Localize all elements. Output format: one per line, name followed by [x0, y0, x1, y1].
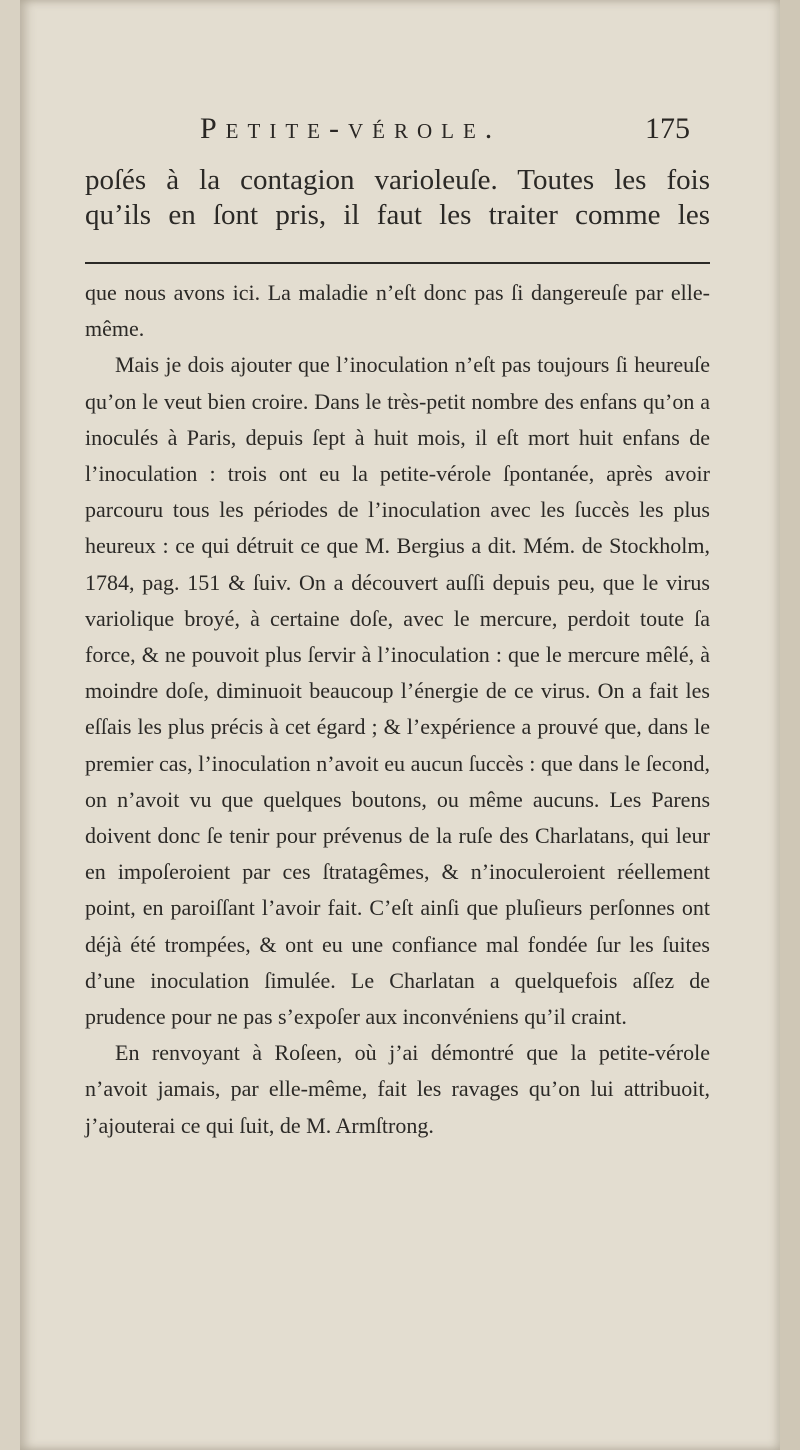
main-text: [85, 275, 710, 1144]
separator-rule: [85, 262, 710, 264]
paragraph-1: que nous avons ici. La maladie n’eſt donc pas ſi dangereuſe par elle-même.: [85, 280, 710, 342]
paragraph-3: En renvoyant à Roſeen, où j’ai démontré que la petite-vérole n’avoit jamais, par elle-même, fait les ravages qu’on lui attribuoit, j’ajouterai ce qui ſuit, de M. Armſtrong.: [85, 1040, 710, 1138]
page-edge: [780, 0, 800, 1450]
paragraph-2: Mais je dois ajouter que l’inoculation n’eſt pas toujours ſi heureuſe qu’on le veut bien croire. Dans le très-petit nombre des enfans qu’on a inoculés à Paris, depuis ſept à huit mois, il eſt mort huit enfans de l’inoculation : trois ont eu la petite-vérole ſpontanée, après avoir parcouru tous les périodes de l’inoculation avec les ſuccès les plus heureux : ce qui détruit ce que M. Bergius a dit. Mém. de Stockholm, 1784, pag. 151 & ſuiv. On a découvert auſſi depuis peu, que le virus variolique broyé, à certaine doſe, avec le mercure, perdoit toute ſa force, & ne pouvoit plus ſervir à l’inoculation : que le mercure mêlé, à moindre doſe, diminuoit beaucoup l’énergie de ce virus. On a fait les eſſais les plus précis à cet égard ; & l’expérience a prouvé que, dans le premier cas, l’inoculation n’avoit eu aucun ſuccès : que dans le ſecond, on n’avoit vu que quelques boutons, ou même aucuns. Les Parens doivent donc ſe tenir pour prévenus de la ruſe des Charlatans, qui leur en impoſeroient par ces ſtratagêmes, & n’inoculeroient réellement point, en paroiſſant l’avoir fait. C’eſt ainſi que pluſieurs perſonnes ont déjà été trompées, & ont eu une confiance mal fondée ſur les ſuites d’une inoculation ſimulée. Le Charlatan a quelquefois aſſez de prudence pour ne pas s’expoſer aux inconvéniens qu’il craint.: [85, 352, 710, 1030]
page-header: [200, 112, 690, 152]
footnote-continuation-top: [85, 163, 710, 233]
text-line: poſés à la contagion varioleuſe. Toutes les fois: [85, 164, 710, 196]
running-title: Petite-vérole.: [200, 112, 502, 145]
text-line: qu’ils en ſont pris, il faut les traiter comme les: [85, 199, 710, 231]
page-number: 175: [645, 112, 690, 145]
